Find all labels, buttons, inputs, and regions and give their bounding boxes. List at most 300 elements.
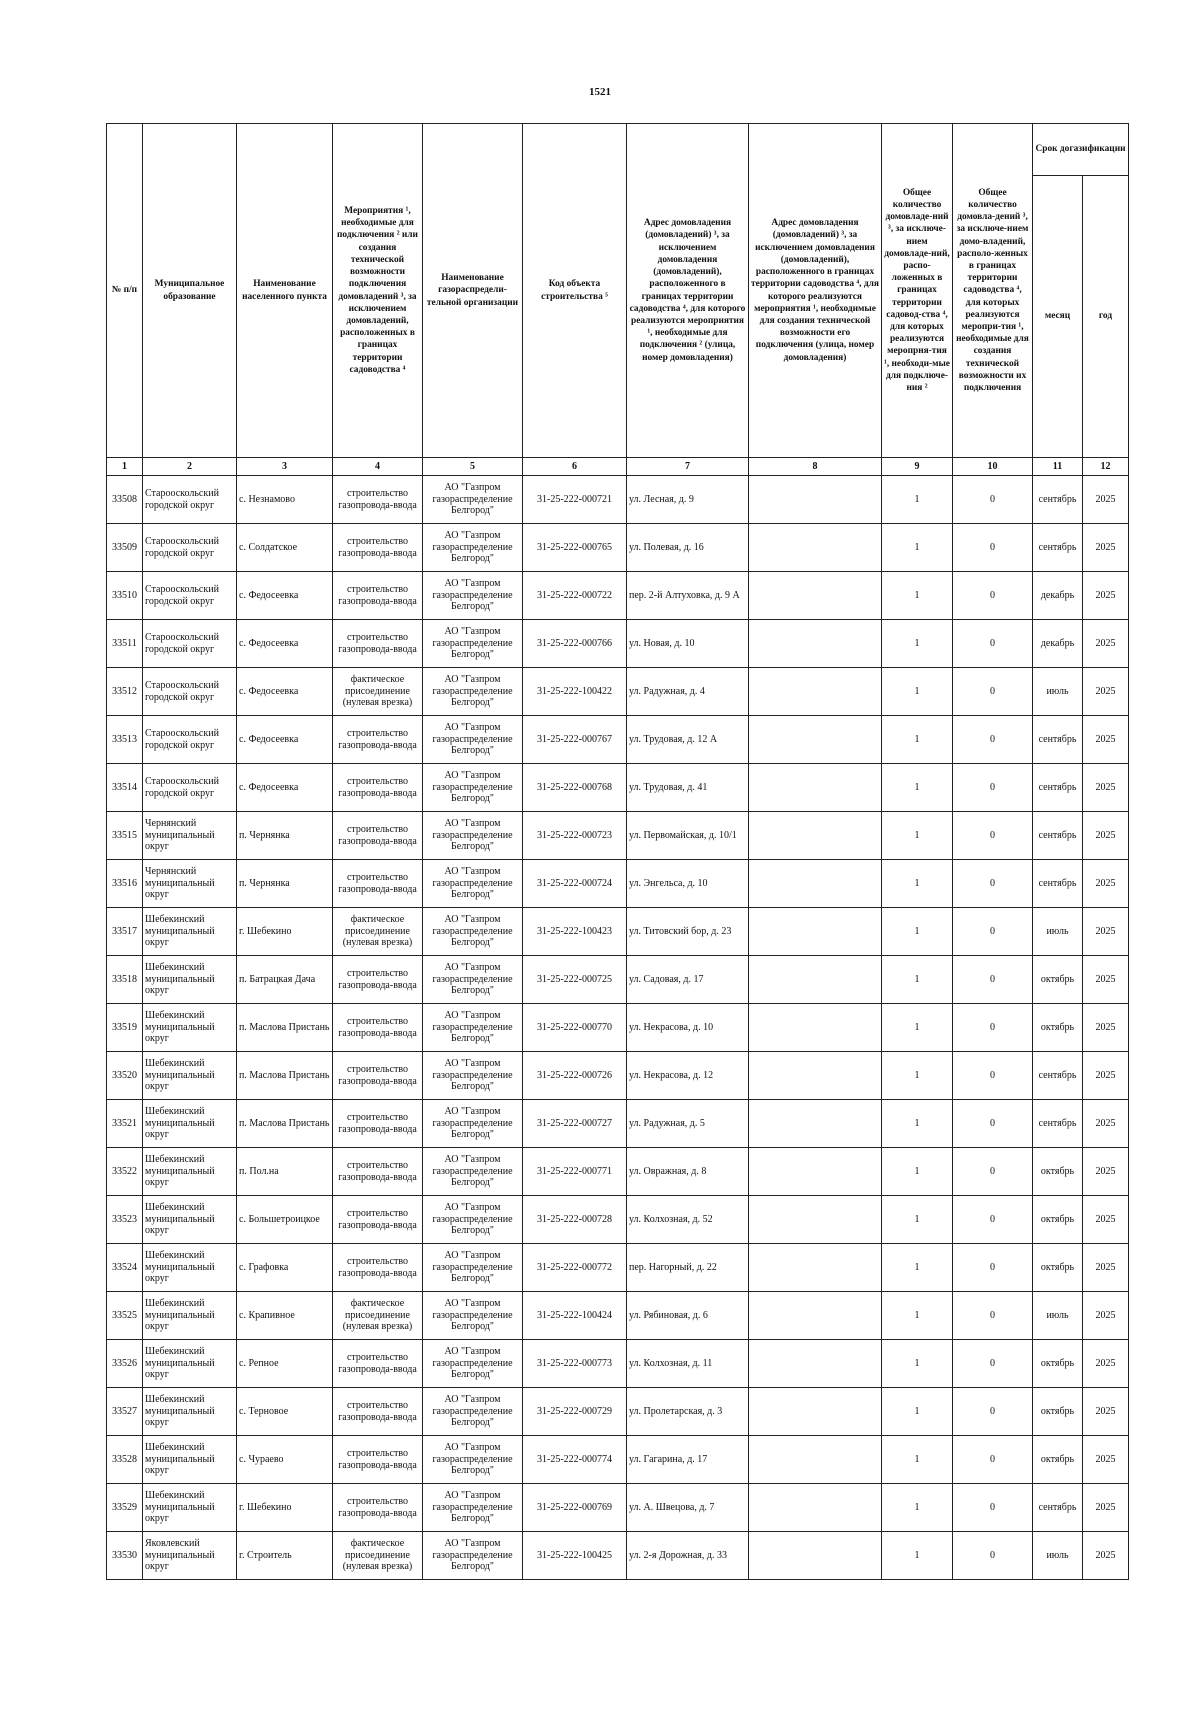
year-cell: 2025: [1083, 716, 1129, 764]
municipality-cell: Шебекинский муниципальный округ: [143, 1244, 237, 1292]
municipality-cell: Шебекинский муниципальный округ: [143, 1484, 237, 1532]
object-code-cell: 31-25-222-000767: [523, 716, 627, 764]
header-object-code: Код объекта строительства ⁵: [523, 124, 627, 458]
total-territory-cell: 0: [953, 572, 1033, 620]
activity-cell: строительство газопровода-ввода: [333, 1196, 423, 1244]
total-count-cell: 1: [882, 1532, 953, 1580]
organization-cell: АО "Газпром газораспределение Белгород": [423, 1052, 523, 1100]
address-cell: ул. Некрасова, д. 10: [627, 1004, 749, 1052]
municipality-cell: Чернянский муниципальный округ: [143, 860, 237, 908]
address-cell: ул. Некрасова, д. 12: [627, 1052, 749, 1100]
month-cell: июль: [1033, 1532, 1083, 1580]
table-row: [107, 620, 1129, 668]
object-code-cell: 31-25-222-000772: [523, 1244, 627, 1292]
table-row: [107, 524, 1129, 572]
object-code-cell: 31-25-222-000774: [523, 1436, 627, 1484]
header-total-count-territory: Общее количество домовла-дений ³, за исключе-нием домо-владений, располо-женных в границах территории садоводства ⁴, для которых реализуются меропри-тия ¹, необходимые для создания технической возможности их подключения: [953, 124, 1033, 458]
activity-cell: строительство газопровода-ввода: [333, 1004, 423, 1052]
locality-cell: с. Чураево: [237, 1436, 333, 1484]
header-total-count: Общее количество домовладе-ний ³, за исключе-нием домовладе-ний, распо-ложенных в границах территории садовод-ства ⁴, для которых реализуются меропрня-тия ¹, необходи-мые для подключе-ния ²: [882, 124, 953, 458]
column-number: 4: [333, 458, 423, 476]
month-cell: сентябрь: [1033, 812, 1083, 860]
year-cell: 2025: [1083, 764, 1129, 812]
activity-cell: строительство газопровода-ввода: [333, 764, 423, 812]
activity-cell: фактическое присоединение (нулевая врезка): [333, 668, 423, 716]
column-number: 11: [1033, 458, 1083, 476]
object-code-cell: 31-25-222-000768: [523, 764, 627, 812]
object-code-cell: 31-25-222-000726: [523, 1052, 627, 1100]
organization-cell: АО "Газпром газораспределение Белгород": [423, 1532, 523, 1580]
organization-cell: АО "Газпром газораспределение Белгород": [423, 1196, 523, 1244]
year-cell: 2025: [1083, 1292, 1129, 1340]
total-count-cell: 1: [882, 1484, 953, 1532]
municipality-cell: Старооскольский городской округ: [143, 620, 237, 668]
address-territory-cell: [749, 620, 882, 668]
activity-cell: строительство газопровода-ввода: [333, 1100, 423, 1148]
header-address-territory: Адрес домовладения (домовладений) ³, за исключением домовладения (домовладений), расположенного в границах территории садоводства ⁴, для которого реализуются мероприятия ¹, необходимые для создания технической возможности его подключения (улица, номер домовладения): [749, 124, 882, 458]
table-row: [107, 764, 1129, 812]
address-cell: пер. 2-й Алтуховка, д. 9 А: [627, 572, 749, 620]
total-territory-cell: 0: [953, 620, 1033, 668]
year-cell: 2025: [1083, 1052, 1129, 1100]
municipality-cell: Старооскольский городской округ: [143, 572, 237, 620]
address-cell: ул. Пролетарская, д. 3: [627, 1388, 749, 1436]
locality-cell: г. Шебекино: [237, 908, 333, 956]
locality-cell: с. Федосеевка: [237, 716, 333, 764]
object-code-cell: 31-25-222-000771: [523, 1148, 627, 1196]
organization-cell: АО "Газпром газораспределение Белгород": [423, 1484, 523, 1532]
organization-cell: АО "Газпром газораспределение Белгород": [423, 812, 523, 860]
object-code-cell: 31-25-222-000723: [523, 812, 627, 860]
address-territory-cell: [749, 716, 882, 764]
column-number: 9: [882, 458, 953, 476]
address-territory-cell: [749, 1100, 882, 1148]
table-header: [107, 124, 1129, 476]
total-count-cell: 1: [882, 1388, 953, 1436]
table-row: [107, 1340, 1129, 1388]
object-code-cell: 31-25-222-000773: [523, 1340, 627, 1388]
month-cell: октябрь: [1033, 1004, 1083, 1052]
year-cell: 2025: [1083, 668, 1129, 716]
year-cell: 2025: [1083, 620, 1129, 668]
table-row: [107, 1484, 1129, 1532]
header-locality: Наименование населенного пункта: [237, 124, 333, 458]
row-number: 33527: [107, 1388, 143, 1436]
object-code-cell: 31-25-222-100425: [523, 1532, 627, 1580]
activity-cell: фактическое присоединение (нулевая врезка): [333, 1292, 423, 1340]
total-territory-cell: 0: [953, 1052, 1033, 1100]
total-territory-cell: 0: [953, 716, 1033, 764]
row-number: 33510: [107, 572, 143, 620]
month-cell: октябрь: [1033, 1388, 1083, 1436]
organization-cell: АО "Газпром газораспределение Белгород": [423, 572, 523, 620]
address-territory-cell: [749, 860, 882, 908]
total-territory-cell: 0: [953, 812, 1033, 860]
address-cell: ул. Рябиновая, д. 6: [627, 1292, 749, 1340]
table-row: [107, 908, 1129, 956]
address-territory-cell: [749, 956, 882, 1004]
column-number: 5: [423, 458, 523, 476]
municipality-cell: Яковлевский муниципальный округ: [143, 1532, 237, 1580]
organization-cell: АО "Газпром газораспределение Белгород": [423, 476, 523, 524]
column-number: 8: [749, 458, 882, 476]
address-cell: ул. Трудовая, д. 41: [627, 764, 749, 812]
activity-cell: строительство газопровода-ввода: [333, 572, 423, 620]
month-cell: июль: [1033, 1292, 1083, 1340]
municipality-cell: Шебекинский муниципальный округ: [143, 1436, 237, 1484]
month-cell: октябрь: [1033, 1148, 1083, 1196]
table-row: [107, 1292, 1129, 1340]
total-count-cell: 1: [882, 1436, 953, 1484]
address-territory-cell: [749, 1004, 882, 1052]
total-territory-cell: 0: [953, 956, 1033, 1004]
year-cell: 2025: [1083, 524, 1129, 572]
address-territory-cell: [749, 764, 882, 812]
activity-cell: строительство газопровода-ввода: [333, 476, 423, 524]
table-row: [107, 1244, 1129, 1292]
address-cell: ул. Трудовая, д. 12 А: [627, 716, 749, 764]
header-municipality: Муниципальное образование: [143, 124, 237, 458]
activity-cell: строительство газопровода-ввода: [333, 524, 423, 572]
address-territory-cell: [749, 1292, 882, 1340]
year-cell: 2025: [1083, 860, 1129, 908]
column-number: 10: [953, 458, 1033, 476]
row-number: 33519: [107, 1004, 143, 1052]
year-cell: 2025: [1083, 812, 1129, 860]
address-cell: ул. Лесная, д. 9: [627, 476, 749, 524]
header-year: год: [1083, 176, 1129, 458]
activity-cell: строительство газопровода-ввода: [333, 1340, 423, 1388]
locality-cell: с. Федосеевка: [237, 668, 333, 716]
year-cell: 2025: [1083, 956, 1129, 1004]
activity-cell: строительство газопровода-ввода: [333, 860, 423, 908]
total-territory-cell: 0: [953, 668, 1033, 716]
municipality-cell: Шебекинский муниципальный округ: [143, 1388, 237, 1436]
locality-cell: с. Репное: [237, 1340, 333, 1388]
locality-cell: п. Маслова Пристань: [237, 1004, 333, 1052]
month-cell: сентябрь: [1033, 716, 1083, 764]
address-territory-cell: [749, 1244, 882, 1292]
row-number: 33518: [107, 956, 143, 1004]
address-cell: ул. Гагарина, д. 17: [627, 1436, 749, 1484]
month-cell: декабрь: [1033, 572, 1083, 620]
month-cell: октябрь: [1033, 956, 1083, 1004]
activity-cell: строительство газопровода-ввода: [333, 1148, 423, 1196]
municipality-cell: Старооскольский городской округ: [143, 524, 237, 572]
total-territory-cell: 0: [953, 476, 1033, 524]
object-code-cell: 31-25-222-000725: [523, 956, 627, 1004]
year-cell: 2025: [1083, 908, 1129, 956]
total-territory-cell: 0: [953, 1532, 1033, 1580]
row-number: 33529: [107, 1484, 143, 1532]
municipality-cell: Старооскольский городской округ: [143, 476, 237, 524]
locality-cell: п. Чернянка: [237, 860, 333, 908]
column-number: 1: [107, 458, 143, 476]
organization-cell: АО "Газпром газораспределение Белгород": [423, 620, 523, 668]
municipality-cell: Чернянский муниципальный округ: [143, 812, 237, 860]
total-territory-cell: 0: [953, 860, 1033, 908]
table-row: [107, 1388, 1129, 1436]
municipality-cell: Шебекинский муниципальный округ: [143, 1148, 237, 1196]
row-number: 33523: [107, 1196, 143, 1244]
address-territory-cell: [749, 812, 882, 860]
table-row: [107, 1100, 1129, 1148]
address-territory-cell: [749, 524, 882, 572]
address-territory-cell: [749, 1196, 882, 1244]
municipality-cell: Шебекинский муниципальный округ: [143, 1340, 237, 1388]
year-cell: 2025: [1083, 1100, 1129, 1148]
table-row: [107, 476, 1129, 524]
year-cell: 2025: [1083, 476, 1129, 524]
organization-cell: АО "Газпром газораспределение Белгород": [423, 1004, 523, 1052]
municipality-cell: Шебекинский муниципальный округ: [143, 1196, 237, 1244]
locality-cell: с. Большетроицкое: [237, 1196, 333, 1244]
address-cell: ул. Титовский бор, д. 23: [627, 908, 749, 956]
month-cell: сентябрь: [1033, 1100, 1083, 1148]
address-cell: ул. Новая, д. 10: [627, 620, 749, 668]
row-number: 33509: [107, 524, 143, 572]
activity-cell: строительство газопровода-ввода: [333, 1436, 423, 1484]
month-cell: октябрь: [1033, 1340, 1083, 1388]
month-cell: октябрь: [1033, 1196, 1083, 1244]
header-address: Адрес домовладения (домовладений) ³, за исключением домовладения (домовладений), расположенного в границах территории садоводства ⁴, для которого реализуются мероприятия ¹, необходимые для подключения ² (улица, номер домовладения): [627, 124, 749, 458]
header-month: месяц: [1033, 176, 1083, 458]
locality-cell: с. Крапивное: [237, 1292, 333, 1340]
month-cell: сентябрь: [1033, 860, 1083, 908]
total-count-cell: 1: [882, 476, 953, 524]
total-territory-cell: 0: [953, 1244, 1033, 1292]
municipality-cell: Шебекинский муниципальный округ: [143, 956, 237, 1004]
header-activity: Мероприятия ¹, необходимые для подключения ² или создания технической возможности подключения домовладений ³, за исключением домовладений, расположенных в границах территории садоводства ⁴: [333, 124, 423, 458]
row-number: 33525: [107, 1292, 143, 1340]
locality-cell: п. Чернянка: [237, 812, 333, 860]
total-count-cell: 1: [882, 812, 953, 860]
organization-cell: АО "Газпром газораспределение Белгород": [423, 716, 523, 764]
address-cell: ул. Колхозная, д. 11: [627, 1340, 749, 1388]
locality-cell: с. Терновое: [237, 1388, 333, 1436]
activity-cell: строительство газопровода-ввода: [333, 812, 423, 860]
total-count-cell: 1: [882, 860, 953, 908]
table-body: [107, 476, 1129, 1580]
total-territory-cell: 0: [953, 1148, 1033, 1196]
row-number: 33520: [107, 1052, 143, 1100]
address-territory-cell: [749, 1532, 882, 1580]
total-territory-cell: 0: [953, 908, 1033, 956]
locality-cell: п. Маслова Пристань: [237, 1052, 333, 1100]
header-num: № п/п: [107, 124, 143, 458]
month-cell: октябрь: [1033, 1436, 1083, 1484]
total-territory-cell: 0: [953, 764, 1033, 812]
row-number: 33515: [107, 812, 143, 860]
total-count-cell: 1: [882, 1292, 953, 1340]
municipality-cell: Шебекинский муниципальный округ: [143, 1100, 237, 1148]
total-territory-cell: 0: [953, 1292, 1033, 1340]
month-cell: сентябрь: [1033, 1052, 1083, 1100]
total-territory-cell: 0: [953, 524, 1033, 572]
municipality-cell: Старооскольский городской округ: [143, 716, 237, 764]
organization-cell: АО "Газпром газораспределение Белгород": [423, 1244, 523, 1292]
organization-cell: АО "Газпром газораспределение Белгород": [423, 1100, 523, 1148]
month-cell: сентябрь: [1033, 476, 1083, 524]
municipality-cell: Старооскольский городской округ: [143, 764, 237, 812]
municipality-cell: Шебекинский муниципальный округ: [143, 1292, 237, 1340]
year-cell: 2025: [1083, 1388, 1129, 1436]
total-count-cell: 1: [882, 716, 953, 764]
total-territory-cell: 0: [953, 1004, 1033, 1052]
gasification-table: [106, 123, 1129, 1580]
address-cell: пер. Нагорный, д. 22: [627, 1244, 749, 1292]
table-row: [107, 1532, 1129, 1580]
address-territory-cell: [749, 572, 882, 620]
object-code-cell: 31-25-222-100422: [523, 668, 627, 716]
address-territory-cell: [749, 668, 882, 716]
table-row: [107, 812, 1129, 860]
table-row: [107, 1004, 1129, 1052]
organization-cell: АО "Газпром газораспределение Белгород": [423, 860, 523, 908]
organization-cell: АО "Газпром газораспределение Белгород": [423, 764, 523, 812]
total-count-cell: 1: [882, 524, 953, 572]
year-cell: 2025: [1083, 1484, 1129, 1532]
object-code-cell: 31-25-222-000721: [523, 476, 627, 524]
activity-cell: строительство газопровода-ввода: [333, 716, 423, 764]
locality-cell: с. Графовка: [237, 1244, 333, 1292]
total-count-cell: 1: [882, 1052, 953, 1100]
locality-cell: с. Солдатское: [237, 524, 333, 572]
locality-cell: с. Незнамово: [237, 476, 333, 524]
address-cell: ул. Первомайская, д. 10/1: [627, 812, 749, 860]
row-number: 33521: [107, 1100, 143, 1148]
table-row: [107, 860, 1129, 908]
address-territory-cell: [749, 908, 882, 956]
row-number: 33524: [107, 1244, 143, 1292]
year-cell: 2025: [1083, 1340, 1129, 1388]
total-count-cell: 1: [882, 1244, 953, 1292]
municipality-cell: Шебекинский муниципальный округ: [143, 1052, 237, 1100]
activity-cell: строительство газопровода-ввода: [333, 1484, 423, 1532]
table-row: [107, 716, 1129, 764]
header-term: Срок догазификации: [1033, 124, 1129, 176]
activity-cell: фактическое присоединение (нулевая врезка): [333, 1532, 423, 1580]
total-count-cell: 1: [882, 908, 953, 956]
column-number: 7: [627, 458, 749, 476]
row-number: 33511: [107, 620, 143, 668]
locality-cell: п. Пол.на: [237, 1148, 333, 1196]
total-territory-cell: 0: [953, 1388, 1033, 1436]
organization-cell: АО "Газпром газораспределение Белгород": [423, 908, 523, 956]
address-territory-cell: [749, 476, 882, 524]
table-row: [107, 1436, 1129, 1484]
activity-cell: строительство газопровода-ввода: [333, 1052, 423, 1100]
address-cell: ул. Радужная, д. 4: [627, 668, 749, 716]
object-code-cell: 31-25-222-000729: [523, 1388, 627, 1436]
total-count-cell: 1: [882, 620, 953, 668]
activity-cell: строительство газопровода-ввода: [333, 956, 423, 1004]
activity-cell: строительство газопровода-ввода: [333, 620, 423, 668]
locality-cell: п. Маслова Пристань: [237, 1100, 333, 1148]
activity-cell: фактическое присоединение (нулевая врезка): [333, 908, 423, 956]
organization-cell: АО "Газпром газораспределение Белгород": [423, 1340, 523, 1388]
locality-cell: г. Строитель: [237, 1532, 333, 1580]
address-territory-cell: [749, 1052, 882, 1100]
month-cell: октябрь: [1033, 1244, 1083, 1292]
locality-cell: с. Федосеевка: [237, 764, 333, 812]
year-cell: 2025: [1083, 572, 1129, 620]
total-count-cell: 1: [882, 956, 953, 1004]
table-row: [107, 668, 1129, 716]
object-code-cell: 31-25-222-100424: [523, 1292, 627, 1340]
total-territory-cell: 0: [953, 1100, 1033, 1148]
address-territory-cell: [749, 1148, 882, 1196]
organization-cell: АО "Газпром газораспределение Белгород": [423, 1388, 523, 1436]
total-territory-cell: 0: [953, 1196, 1033, 1244]
locality-cell: с. Федосеевка: [237, 572, 333, 620]
header-organization: Наименование газораспредели-тельной организации: [423, 124, 523, 458]
total-count-cell: 1: [882, 1148, 953, 1196]
month-cell: сентябрь: [1033, 764, 1083, 812]
total-count-cell: 1: [882, 1196, 953, 1244]
total-territory-cell: 0: [953, 1484, 1033, 1532]
month-cell: декабрь: [1033, 620, 1083, 668]
column-number: 6: [523, 458, 627, 476]
column-numbers-row: [107, 458, 1129, 476]
table-row: [107, 572, 1129, 620]
total-count-cell: 1: [882, 1100, 953, 1148]
locality-cell: п. Батрацкая Дача: [237, 956, 333, 1004]
address-territory-cell: [749, 1340, 882, 1388]
object-code-cell: 31-25-222-000765: [523, 524, 627, 572]
year-cell: 2025: [1083, 1004, 1129, 1052]
organization-cell: АО "Газпром газораспределение Белгород": [423, 524, 523, 572]
organization-cell: АО "Газпром газораспределение Белгород": [423, 956, 523, 1004]
month-cell: июль: [1033, 668, 1083, 716]
address-cell: ул. Радужная, д. 5: [627, 1100, 749, 1148]
column-number: 3: [237, 458, 333, 476]
organization-cell: АО "Газпром газораспределение Белгород": [423, 668, 523, 716]
year-cell: 2025: [1083, 1148, 1129, 1196]
row-number: 33516: [107, 860, 143, 908]
object-code-cell: 31-25-222-000722: [523, 572, 627, 620]
row-number: 33514: [107, 764, 143, 812]
address-territory-cell: [749, 1388, 882, 1436]
locality-cell: с. Федосеевка: [237, 620, 333, 668]
year-cell: 2025: [1083, 1244, 1129, 1292]
address-territory-cell: [749, 1484, 882, 1532]
address-cell: ул. Энгельса, д. 10: [627, 860, 749, 908]
address-cell: ул. Полевая, д. 16: [627, 524, 749, 572]
total-count-cell: 1: [882, 764, 953, 812]
address-cell: ул. 2-я Дорожная, д. 33: [627, 1532, 749, 1580]
row-number: 33517: [107, 908, 143, 956]
month-cell: июль: [1033, 908, 1083, 956]
organization-cell: АО "Газпром газораспределение Белгород": [423, 1292, 523, 1340]
row-number: 33526: [107, 1340, 143, 1388]
address-cell: ул. Садовая, д. 17: [627, 956, 749, 1004]
municipality-cell: Шебекинский муниципальный округ: [143, 1004, 237, 1052]
total-count-cell: 1: [882, 1004, 953, 1052]
object-code-cell: 31-25-222-000769: [523, 1484, 627, 1532]
column-number: 12: [1083, 458, 1129, 476]
table-row: [107, 1052, 1129, 1100]
row-number: 33508: [107, 476, 143, 524]
organization-cell: АО "Газпром газораспределение Белгород": [423, 1148, 523, 1196]
address-cell: ул. А. Швецова, д. 7: [627, 1484, 749, 1532]
total-territory-cell: 0: [953, 1436, 1033, 1484]
month-cell: сентябрь: [1033, 524, 1083, 572]
year-cell: 2025: [1083, 1196, 1129, 1244]
object-code-cell: 31-25-222-000724: [523, 860, 627, 908]
table-row: [107, 1148, 1129, 1196]
object-code-cell: 31-25-222-000770: [523, 1004, 627, 1052]
